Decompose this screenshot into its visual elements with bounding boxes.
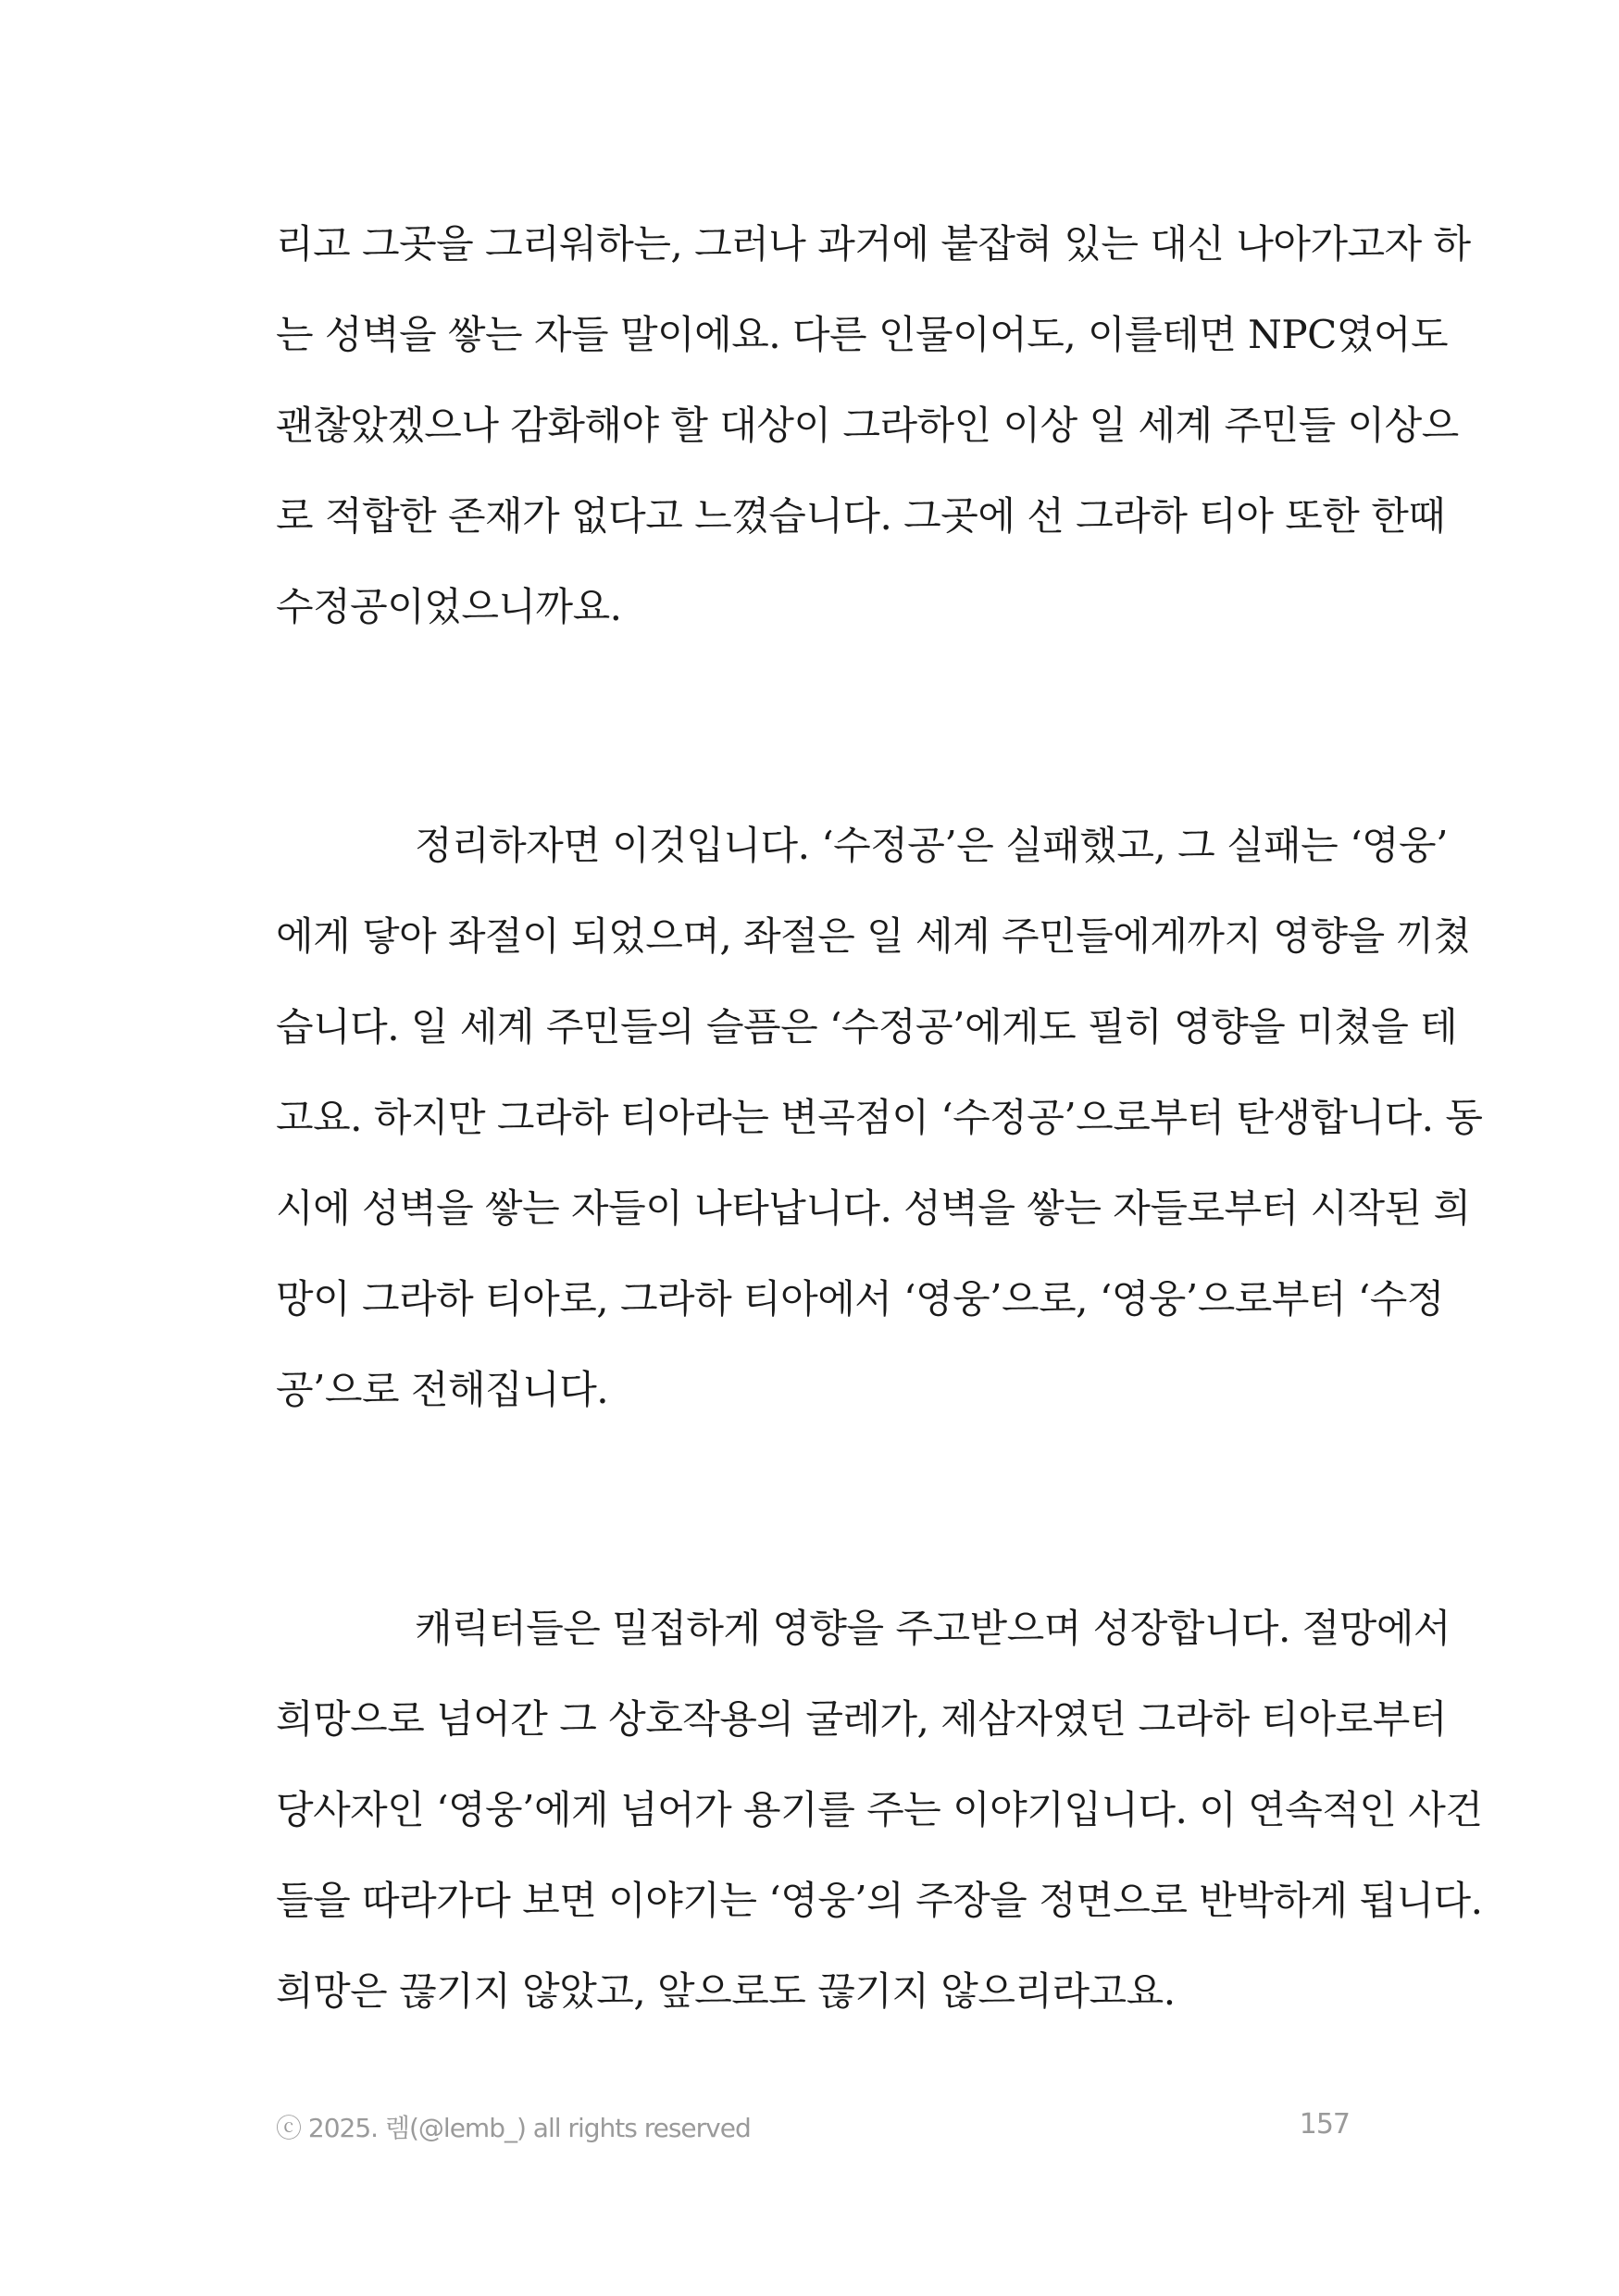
text-line: 들을 따라가다 보면 이야기는 ‘영웅’의 주장을 정면으로 반박하게 됩니다. xyxy=(276,1878,1483,1923)
body-text xyxy=(276,199,1483,2037)
page-number: 157 xyxy=(1299,2108,1350,2141)
text-line: 리고 그곳을 그리워하는, 그러나 과거에 붙잡혀 있는 대신 나아가고자 하 xyxy=(276,221,1471,267)
text-line: 희망은 끊기지 않았고, 앞으로도 끊기지 않으리라고요. xyxy=(276,1968,1176,2014)
text-line: 공’으로 전해집니다. xyxy=(276,1367,609,1412)
text-line: 정리하자면 이것입니다. ‘수정공’은 실패했고, 그 실패는 ‘영웅’ xyxy=(415,823,1448,868)
paragraph-gap xyxy=(276,652,1350,800)
text-line: 에게 닿아 좌절이 되었으며, 좌절은 일 세계 주민들에게까지 영향을 끼쳤 xyxy=(276,913,1471,959)
text-line: 수정공이었으니까요. xyxy=(276,584,622,629)
text-line: 캐릭터들은 밀접하게 영향을 주고받으며 성장합니다. 절망에서 xyxy=(415,1606,1451,1651)
paragraph-2 xyxy=(276,800,1483,1435)
text-line: 고요. 하지만 그라하 티아라는 변곡점이 ‘수정공’으로부터 탄생합니다. 동 xyxy=(276,1095,1483,1140)
text-line: 습니다. 일 세계 주민들의 슬픔은 ‘수정공’에게도 필히 영향을 미쳤을 테 xyxy=(276,1004,1458,1049)
paragraph-1 xyxy=(276,199,1471,652)
text-line: 희망으로 넘어간 그 상호작용의 굴레가, 제삼자였던 그라하 티아로부터 xyxy=(276,1696,1447,1742)
text-line: 시에 성벽을 쌓는 자들이 나타납니다. 성벽을 쌓는 자들로부터 시작된 희 xyxy=(276,1185,1471,1231)
text-line: 망이 그라하 티아로, 그라하 티아에서 ‘영웅’으로, ‘영웅’으로부터 ‘수정 xyxy=(276,1276,1444,1322)
paragraph-3 xyxy=(276,1583,1483,2037)
text-line: 괜찮았겠으나 감화해야 할 대상이 그라하인 이상 일 세계 주민들 이상으 xyxy=(276,403,1459,448)
text-line: 는 성벽을 쌓는 자들 말이에요. 다른 인물이어도, 이를테면 NPC였어도 xyxy=(276,312,1449,357)
paragraph-gap xyxy=(276,1435,1350,1583)
text-line: 당사자인 ‘영웅’에게 넘어가 용기를 주는 이야기입니다. 이 연속적인 사건 xyxy=(276,1787,1483,1832)
text-line: 로 적합한 존재가 없다고 느꼈습니다. 그곳에 선 그라하 티아 또한 한때 xyxy=(276,493,1446,539)
copyright-notice: ⓒ 2025. 렘(@lemb_) all rights reserved xyxy=(276,2113,751,2143)
